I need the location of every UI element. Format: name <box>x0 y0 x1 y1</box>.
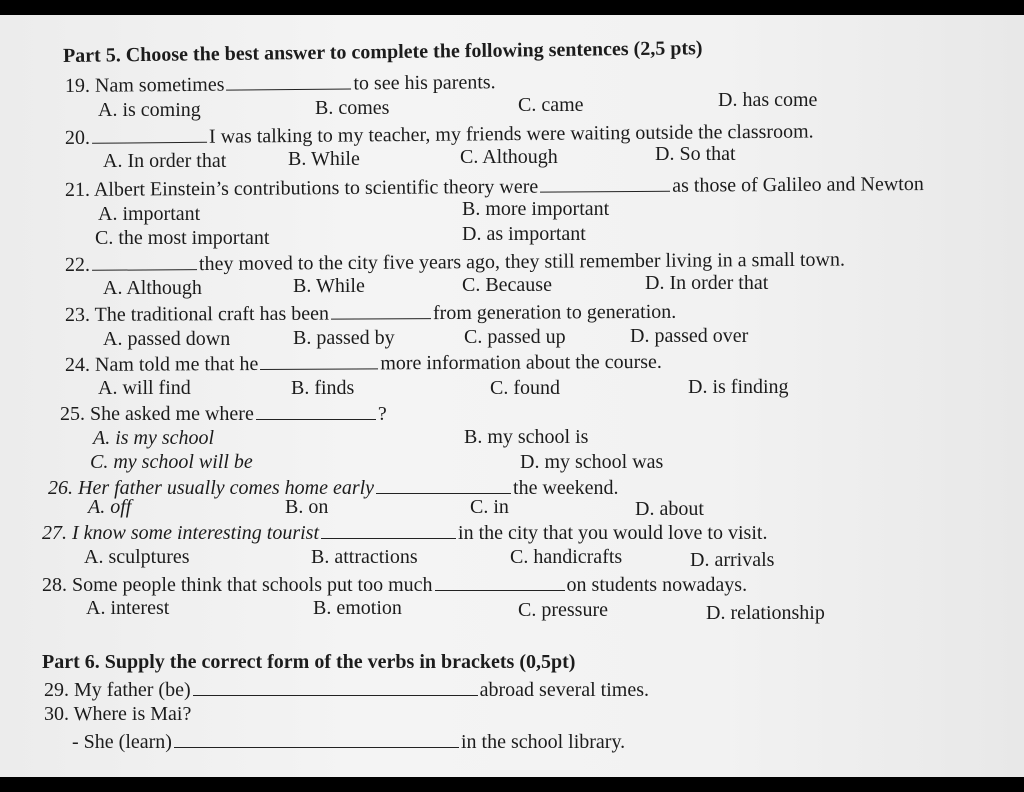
answer-blank-27[interactable] <box>321 520 456 539</box>
option-22-b[interactable]: B. While <box>293 275 365 297</box>
question-24-text-end: more information about the course. <box>380 350 662 375</box>
option-20-d[interactable]: D. So that <box>655 143 736 165</box>
part5-title: Part 5. Choose the best answer to complete the following sentences (2,5 pts) <box>62 37 703 67</box>
question-29-text: 29. My father (be) <box>44 679 191 701</box>
answer-blank-24[interactable] <box>260 350 378 370</box>
option-21-a[interactable]: A. important <box>98 203 201 225</box>
exam-paper <box>0 15 1024 777</box>
option-25-d[interactable]: D. my school was <box>520 451 664 473</box>
option-28-b[interactable]: B. emotion <box>313 597 402 619</box>
option-21-b[interactable]: B. more important <box>462 198 610 220</box>
option-27-a[interactable]: A. sculptures <box>84 546 190 568</box>
question-25 <box>60 401 387 425</box>
question-28-text: 28. Some people think that schools put too much <box>42 574 433 596</box>
question-20-text: I was talking to my teacher, my friends were waiting outside the classroom. <box>208 120 814 148</box>
option-23-d[interactable]: D. passed over <box>630 325 749 347</box>
question-27-text: 27. I know some interesting tourist <box>42 522 320 544</box>
question-26 <box>48 475 619 499</box>
answer-blank-22[interactable] <box>92 251 197 271</box>
question-30-text-end: in the school library. <box>460 731 626 753</box>
question-23-text-end: from generation to generation. <box>432 300 677 325</box>
option-24-d[interactable]: D. is finding <box>688 376 789 398</box>
question-30-answer-line <box>72 729 625 753</box>
option-21-d[interactable]: D. as important <box>462 223 586 245</box>
option-20-a[interactable]: A. In order that <box>103 150 227 172</box>
question-30: 30. Where is Mai? <box>44 703 192 725</box>
option-25-a[interactable]: A. is my school <box>93 427 215 449</box>
option-22-d[interactable]: D. In order that <box>645 272 769 294</box>
answer-blank-19[interactable] <box>226 71 351 91</box>
option-23-c[interactable]: C. passed up <box>464 326 566 348</box>
question-22-number: 22. <box>64 253 91 276</box>
option-19-b[interactable]: B. comes <box>315 97 390 119</box>
answer-blank-20[interactable] <box>92 124 207 144</box>
option-27-b[interactable]: B. attractions <box>311 546 418 568</box>
question-21-text: 21. Albert Einstein’s contributions to scientific theory were <box>64 175 539 201</box>
answer-blank-26[interactable] <box>376 475 511 494</box>
option-24-b[interactable]: B. finds <box>291 377 355 399</box>
question-24 <box>65 349 662 376</box>
option-19-d[interactable]: D. has come <box>718 89 818 111</box>
option-20-c[interactable]: C. Although <box>460 146 558 168</box>
question-23 <box>65 299 676 326</box>
question-25-text-end: ? <box>377 403 387 425</box>
option-23-b[interactable]: B. passed by <box>293 327 395 349</box>
question-30-text: - She (learn) <box>72 731 172 753</box>
answer-blank-23[interactable] <box>331 300 431 320</box>
option-22-a[interactable]: A. Although <box>103 277 202 299</box>
option-19-c[interactable]: C. came <box>518 94 584 116</box>
part6-title: Part 6. Supply the correct form of the verbs in brackets (0,5pt) <box>42 651 576 673</box>
option-28-c[interactable]: C. pressure <box>518 599 608 621</box>
question-23-text: 23. The traditional craft has been <box>64 302 330 326</box>
option-26-c[interactable]: C. in <box>470 496 509 518</box>
question-21 <box>65 171 924 201</box>
option-27-c[interactable]: C. handicrafts <box>510 546 623 568</box>
question-19 <box>65 69 496 97</box>
question-19-text: 19. Nam sometimes <box>64 73 225 97</box>
answer-blank-30[interactable] <box>174 729 459 748</box>
question-25-text: 25. She asked me where <box>60 403 254 425</box>
option-26-a[interactable]: A. off <box>88 496 132 518</box>
option-27-d[interactable]: D. arrivals <box>690 549 775 571</box>
question-26-text-end: the weekend. <box>513 477 619 499</box>
option-23-a[interactable]: A. passed down <box>103 328 231 350</box>
option-22-c[interactable]: C. Because <box>462 274 552 296</box>
option-20-b[interactable]: B. While <box>288 148 360 170</box>
question-24-text: 24. Nam told me that he <box>64 352 259 376</box>
option-26-d[interactable]: D. about <box>635 498 704 520</box>
answer-blank-21[interactable] <box>540 173 670 193</box>
option-19-a[interactable]: A. is coming <box>98 99 201 121</box>
question-28 <box>42 572 747 596</box>
question-29-text-end: abroad several times. <box>479 679 649 701</box>
option-24-c[interactable]: C. found <box>490 377 560 399</box>
option-25-c[interactable]: C. my school will be <box>90 451 253 473</box>
question-27-text-end: in the city that you would love to visit. <box>458 522 768 544</box>
question-19-text-end: to see his parents. <box>353 71 496 95</box>
option-25-b[interactable]: B. my school is <box>464 426 589 448</box>
question-21-text-end: as those of Galileo and Newton <box>672 173 924 197</box>
question-27 <box>42 520 767 544</box>
answer-blank-29[interactable] <box>193 677 478 696</box>
option-26-b[interactable]: B. on <box>285 496 329 518</box>
answer-blank-25[interactable] <box>256 401 376 420</box>
question-28-text-end: on students nowadays. <box>566 574 748 596</box>
option-24-a[interactable]: A. will find <box>98 377 191 399</box>
option-28-a[interactable]: A. interest <box>86 597 170 619</box>
question-26-text: 26. Her father usually comes home early <box>48 477 375 499</box>
answer-blank-28[interactable] <box>435 572 565 591</box>
question-20-number: 20. <box>64 126 91 149</box>
question-29 <box>44 677 649 701</box>
option-28-d[interactable]: D. relationship <box>706 602 825 624</box>
option-21-c[interactable]: C. the most important <box>95 227 270 249</box>
question-22-text: they moved to the city five years ago, they still remember living in a small town. <box>198 248 846 276</box>
